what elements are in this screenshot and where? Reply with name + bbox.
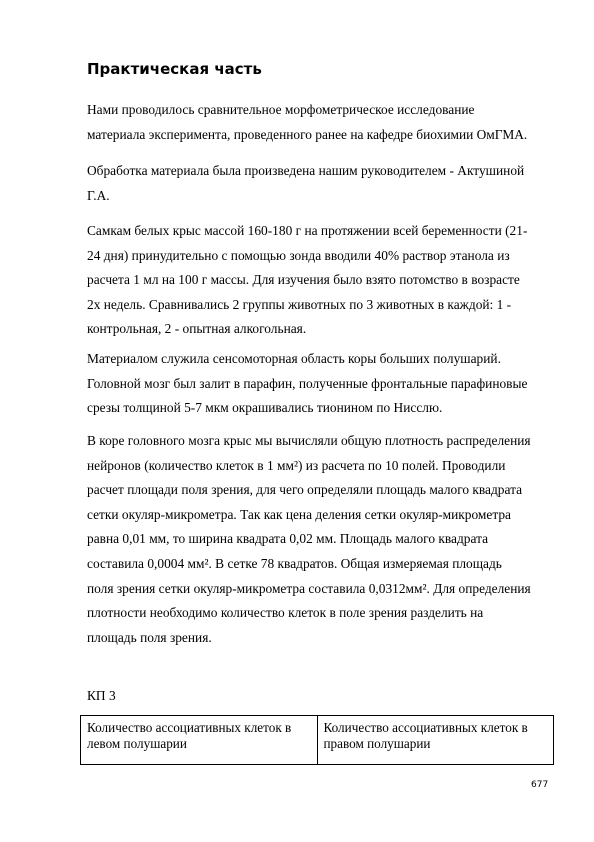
paragraph-3 — [87, 219, 562, 342]
paragraph-4 — [87, 347, 562, 421]
paragraph-line: равна 0,01 мм, то ширина квадрата 0,02 мм. Площадь малого квадрата — [87, 531, 489, 547]
cell-line: Количество ассоциативных клеток в — [323, 720, 528, 735]
cell-line: Количество ассоциативных клеток в — [87, 720, 292, 735]
paragraph-line: 2х недель. Сравнивались 2 группы животных по 3 животных в каждой: 1 - — [87, 296, 512, 312]
paragraph-line: В коре головного мозга крыс мы вычисляли общую плотность распределения — [87, 433, 531, 448]
paragraph-line: Материалом служила сенсомоторная область коры больших полушарий. — [87, 351, 501, 366]
table-cell-right-hemisphere — [317, 716, 554, 765]
section-heading: Практическая часть — [87, 60, 262, 78]
paragraph-line: 24 дня) принудительно с помощью зонда вводили 40% раствор этанола из — [87, 247, 510, 263]
paragraph-line: Г.А. — [87, 187, 110, 203]
paragraph-line: срезы толщиной 5-7 мкм окрашивались тионином по Нисслю. — [87, 400, 443, 416]
paragraph-line: поля зрения сетки окуляр-микрометра составила 0,0312мм². Для определения — [87, 580, 531, 596]
paragraph-line: Нами проводилось сравнительное морфометрическое исследование — [87, 102, 475, 117]
paragraph-line: Головной мозг был залит в парафин, полученные фронтальные парафиновые — [87, 375, 528, 391]
data-table — [80, 715, 554, 765]
page-number: 677 — [531, 780, 549, 790]
paragraph-5 — [87, 429, 562, 650]
paragraph-line: контрольная, 2 - опытная алкогольная. — [87, 321, 307, 337]
table-label: КП 3 — [87, 688, 116, 703]
paragraph-line: материала эксперимента, проведенного ранее на кафедре биохимии ОмГМА. — [87, 126, 528, 142]
paragraph-line: плотности необходимо количество клеток в поле зрения разделить на — [87, 605, 484, 621]
table-cell-left-hemisphere — [81, 716, 318, 765]
paragraph-2 — [87, 159, 562, 208]
paragraph-line: расчет площади поля зрения, для чего определяли площадь малого квадрата — [87, 482, 523, 498]
cell-line: правом полушарии — [323, 736, 431, 751]
paragraph-line: Обработка материала была произведена нашим руководителем - Актушиной — [87, 163, 525, 178]
paragraph-1 — [87, 98, 562, 147]
cell-line: левом полушарии — [87, 736, 187, 751]
paragraph-line: нейронов (количество клеток в 1 мм²) из расчета по 10 полей. Проводили — [87, 457, 506, 473]
paragraph-line: Самкам белых крыс массой 160-180 г на протяжении всей беременности (21- — [87, 223, 528, 238]
paragraph-line: расчета 1 мл на 100 г массы. Для изучения было взято потомство в возрасте — [87, 272, 520, 288]
paragraph-line: составила 0,0004 мм². В сетке 78 квадратов. Общая измеряемая площадь — [87, 555, 502, 571]
paragraph-line: площадь поля зрения. — [87, 629, 212, 645]
paragraph-line: сетки окуляр-микрометра. Так как цена деления сетки окуляр-микрометра — [87, 506, 512, 522]
table-row — [81, 716, 554, 765]
